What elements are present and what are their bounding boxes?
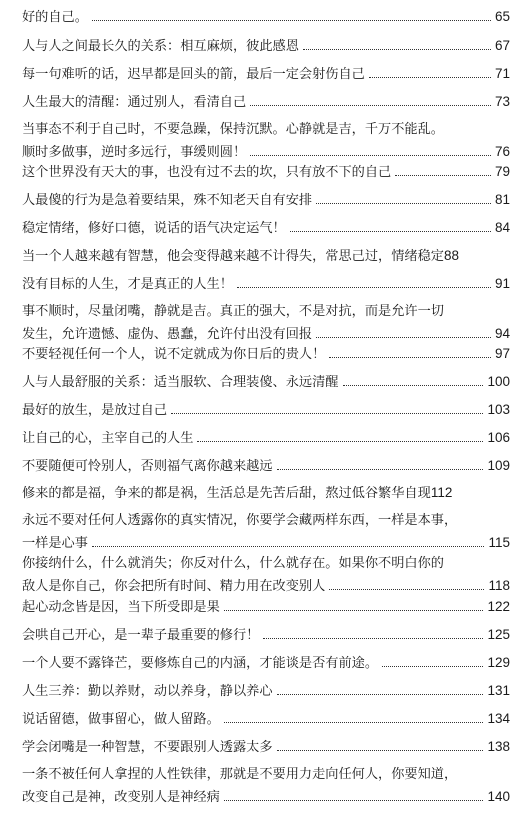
toc-entry[interactable] xyxy=(22,680,510,703)
toc-entry[interactable] xyxy=(22,217,510,240)
toc-page-number: 71 xyxy=(494,66,510,81)
toc-entry-title: 没有目标的人生，才是真正的人生！ xyxy=(22,277,233,292)
toc-entry-title: 人生最大的清醒：通过别人，看清自己 xyxy=(22,95,247,110)
dot-leader xyxy=(224,799,484,801)
toc-entry[interactable] xyxy=(22,63,510,86)
toc-entry-title: 人生三养：勤以养财，动以养身，静以养心 xyxy=(22,684,273,699)
dot-leader xyxy=(382,665,483,667)
dot-leader xyxy=(263,637,483,639)
toc-page-number: 76 xyxy=(494,144,510,159)
dot-leader xyxy=(343,384,484,386)
toc-entry[interactable] xyxy=(22,119,510,164)
toc-page-number: 100 xyxy=(487,374,510,389)
toc-entry[interactable] xyxy=(22,343,510,366)
toc-page-number: 79 xyxy=(494,164,510,179)
toc-page-number: 109 xyxy=(487,458,510,473)
toc-entry-title: 学会闭嘴是一种智慧，不要跟别人透露太多 xyxy=(22,740,273,755)
dot-leader xyxy=(171,412,483,414)
dot-leader xyxy=(224,609,484,611)
toc-entry-title-line: 永远不要对任何人透露你的真实情况，你要学会藏两样东西，一样是本事， xyxy=(22,513,458,528)
toc-entry-title: 说话留德，做事留心，做人留路。 xyxy=(22,712,220,727)
toc-entry-title-line: 一条不被任何人拿捏的人性铁律，那就是不要用力走向任何人，你要知道， xyxy=(22,767,458,782)
toc-page-number: 125 xyxy=(487,627,510,642)
toc-entry[interactable] xyxy=(22,189,510,212)
toc-entry-title: 一个人要不露锋芒，要修炼自己的内涵，才能谈是否有前途。 xyxy=(22,656,379,671)
dot-leader xyxy=(316,202,491,204)
toc-page-number: 103 xyxy=(487,402,510,417)
toc-entry-title: 不要随便可怜别人，否则福气离你越来越远 xyxy=(22,459,273,474)
toc-entry-title: 这个世界没有天大的事，也没有过不去的坎，只有放不下的自己 xyxy=(22,165,392,180)
dot-leader xyxy=(303,48,491,50)
toc-entry-title: 会哄自己开心，是一辈子最重要的修行！ xyxy=(22,628,260,643)
toc-page-number: 84 xyxy=(494,220,510,235)
toc-page-number: 91 xyxy=(494,276,510,291)
toc-entry[interactable] xyxy=(22,273,510,296)
dot-leader xyxy=(329,356,491,358)
dot-leader xyxy=(277,749,484,751)
dot-leader xyxy=(395,174,491,176)
toc-page-number: 81 xyxy=(494,192,510,207)
toc-entry-title: 让自己的心，主宰自己的人生 xyxy=(22,431,194,446)
toc-entry-title-line: 事不顺时，尽量闭嘴，静就是吉。真正的强大，不是对抗，而是允许一切 xyxy=(22,304,444,319)
toc-entry-title: 起心动念皆是因，当下所受即是果 xyxy=(22,600,220,615)
toc-page-number: 106 xyxy=(487,430,510,445)
toc-entry[interactable] xyxy=(22,6,510,29)
toc-page-number: 73 xyxy=(494,94,510,109)
toc-page-number: 118 xyxy=(488,578,510,593)
toc-page-number: 94 xyxy=(494,326,510,341)
toc-page-number: 97 xyxy=(494,346,510,361)
toc-entry-title: 最好的放生，是放过自己 xyxy=(22,403,168,418)
toc-page-number: 122 xyxy=(487,599,510,614)
toc-entry-title-line: 你接纳什么，什么就消失；你反对什么，什么就存在。如果你不明白你的 xyxy=(22,556,444,571)
toc-entry-title: 改变自己是神，改变别人是神经病 xyxy=(22,790,220,805)
toc-entry-title-line: 当事态不利于自己时，不要急躁，保持沉默。心静就是吉，千万不能乱。 xyxy=(22,122,444,137)
toc-entry-title: 发生，允许遗憾、虚伪、愚蠢，允许付出没有回报 xyxy=(22,327,313,342)
toc-entry-title: 不要轻视任何一个人，说不定就成为你日后的贵人！ xyxy=(22,347,326,362)
toc-entry-title: 顺时多做事，逆时多远行，事缓则圆！ xyxy=(22,145,247,160)
toc-entry[interactable] xyxy=(22,371,510,394)
toc-entry-title: 稳定情绪，修好口德，说话的语气决定运气！ xyxy=(22,221,286,236)
toc-entry[interactable] xyxy=(22,596,510,619)
toc-page-number: 140 xyxy=(487,789,510,804)
toc-entry[interactable] xyxy=(22,736,510,759)
dot-leader xyxy=(316,336,491,338)
dot-leader xyxy=(237,286,491,288)
toc-entry[interactable] xyxy=(22,708,510,731)
toc-entry[interactable] xyxy=(22,161,510,184)
toc-entry[interactable] xyxy=(22,553,510,598)
toc-page-number: 112 xyxy=(430,485,453,500)
toc-entry[interactable] xyxy=(22,510,510,555)
toc-entry-title: 人与人之间最长久的关系：相互麻烦，彼此感恩 xyxy=(22,39,299,54)
toc-entry[interactable] xyxy=(22,764,510,809)
toc-page-number: 131 xyxy=(487,683,510,698)
toc-entry-title: 人最傻的行为是急着要结果，殊不知老天自有安排 xyxy=(22,193,313,208)
toc-entry[interactable] xyxy=(22,245,510,268)
toc-page-number: 129 xyxy=(487,655,510,670)
toc-page-number: 134 xyxy=(487,711,510,726)
dot-leader xyxy=(92,545,485,547)
toc-entry[interactable] xyxy=(22,624,510,647)
toc-entry[interactable] xyxy=(22,91,510,114)
toc-entry-title: 一样是心事 xyxy=(22,536,88,551)
toc-page-number: 115 xyxy=(488,535,510,550)
dot-leader xyxy=(197,440,483,442)
dot-leader xyxy=(329,588,484,590)
toc-entry[interactable] xyxy=(22,35,510,58)
dot-leader xyxy=(277,468,484,470)
toc-entry-title: 每一句难听的话，迟早都是回头的箭，最后一定会射伤自己 xyxy=(22,67,365,82)
toc-entry[interactable] xyxy=(22,455,510,478)
dot-leader xyxy=(92,19,491,21)
toc-entry[interactable] xyxy=(22,301,510,346)
toc-entry-title: 好的自己。 xyxy=(22,10,88,25)
toc-entry[interactable] xyxy=(22,399,510,422)
dot-leader xyxy=(369,76,491,78)
toc-entry[interactable] xyxy=(22,427,510,450)
toc-entry-title: 人与人最舒服的关系：适当服软、合理装傻、永远清醒 xyxy=(22,375,339,390)
dot-leader xyxy=(224,721,484,723)
toc-page-number: 138 xyxy=(487,739,510,754)
toc-entry[interactable] xyxy=(22,482,510,505)
dot-leader xyxy=(277,693,484,695)
toc-page-number: 88 xyxy=(444,248,460,263)
toc-page-number: 67 xyxy=(494,38,510,53)
dot-leader xyxy=(250,104,491,106)
toc-entry-title: 敌人是你自己，你会把所有时间、精力用在改变别人 xyxy=(22,579,326,594)
dot-leader xyxy=(290,230,491,232)
toc-entry[interactable] xyxy=(22,652,510,675)
toc-entry-title: 修来的都是福，争来的都是祸，生活总是先苦后甜，熬过低谷繁华自现 xyxy=(22,486,431,501)
dot-leader xyxy=(250,154,491,156)
toc-page-number: 65 xyxy=(494,9,510,24)
toc-entry-title: 当一个人越来越有智慧，他会变得越来越不计得失，常思己过，情绪稳定 xyxy=(22,249,444,264)
